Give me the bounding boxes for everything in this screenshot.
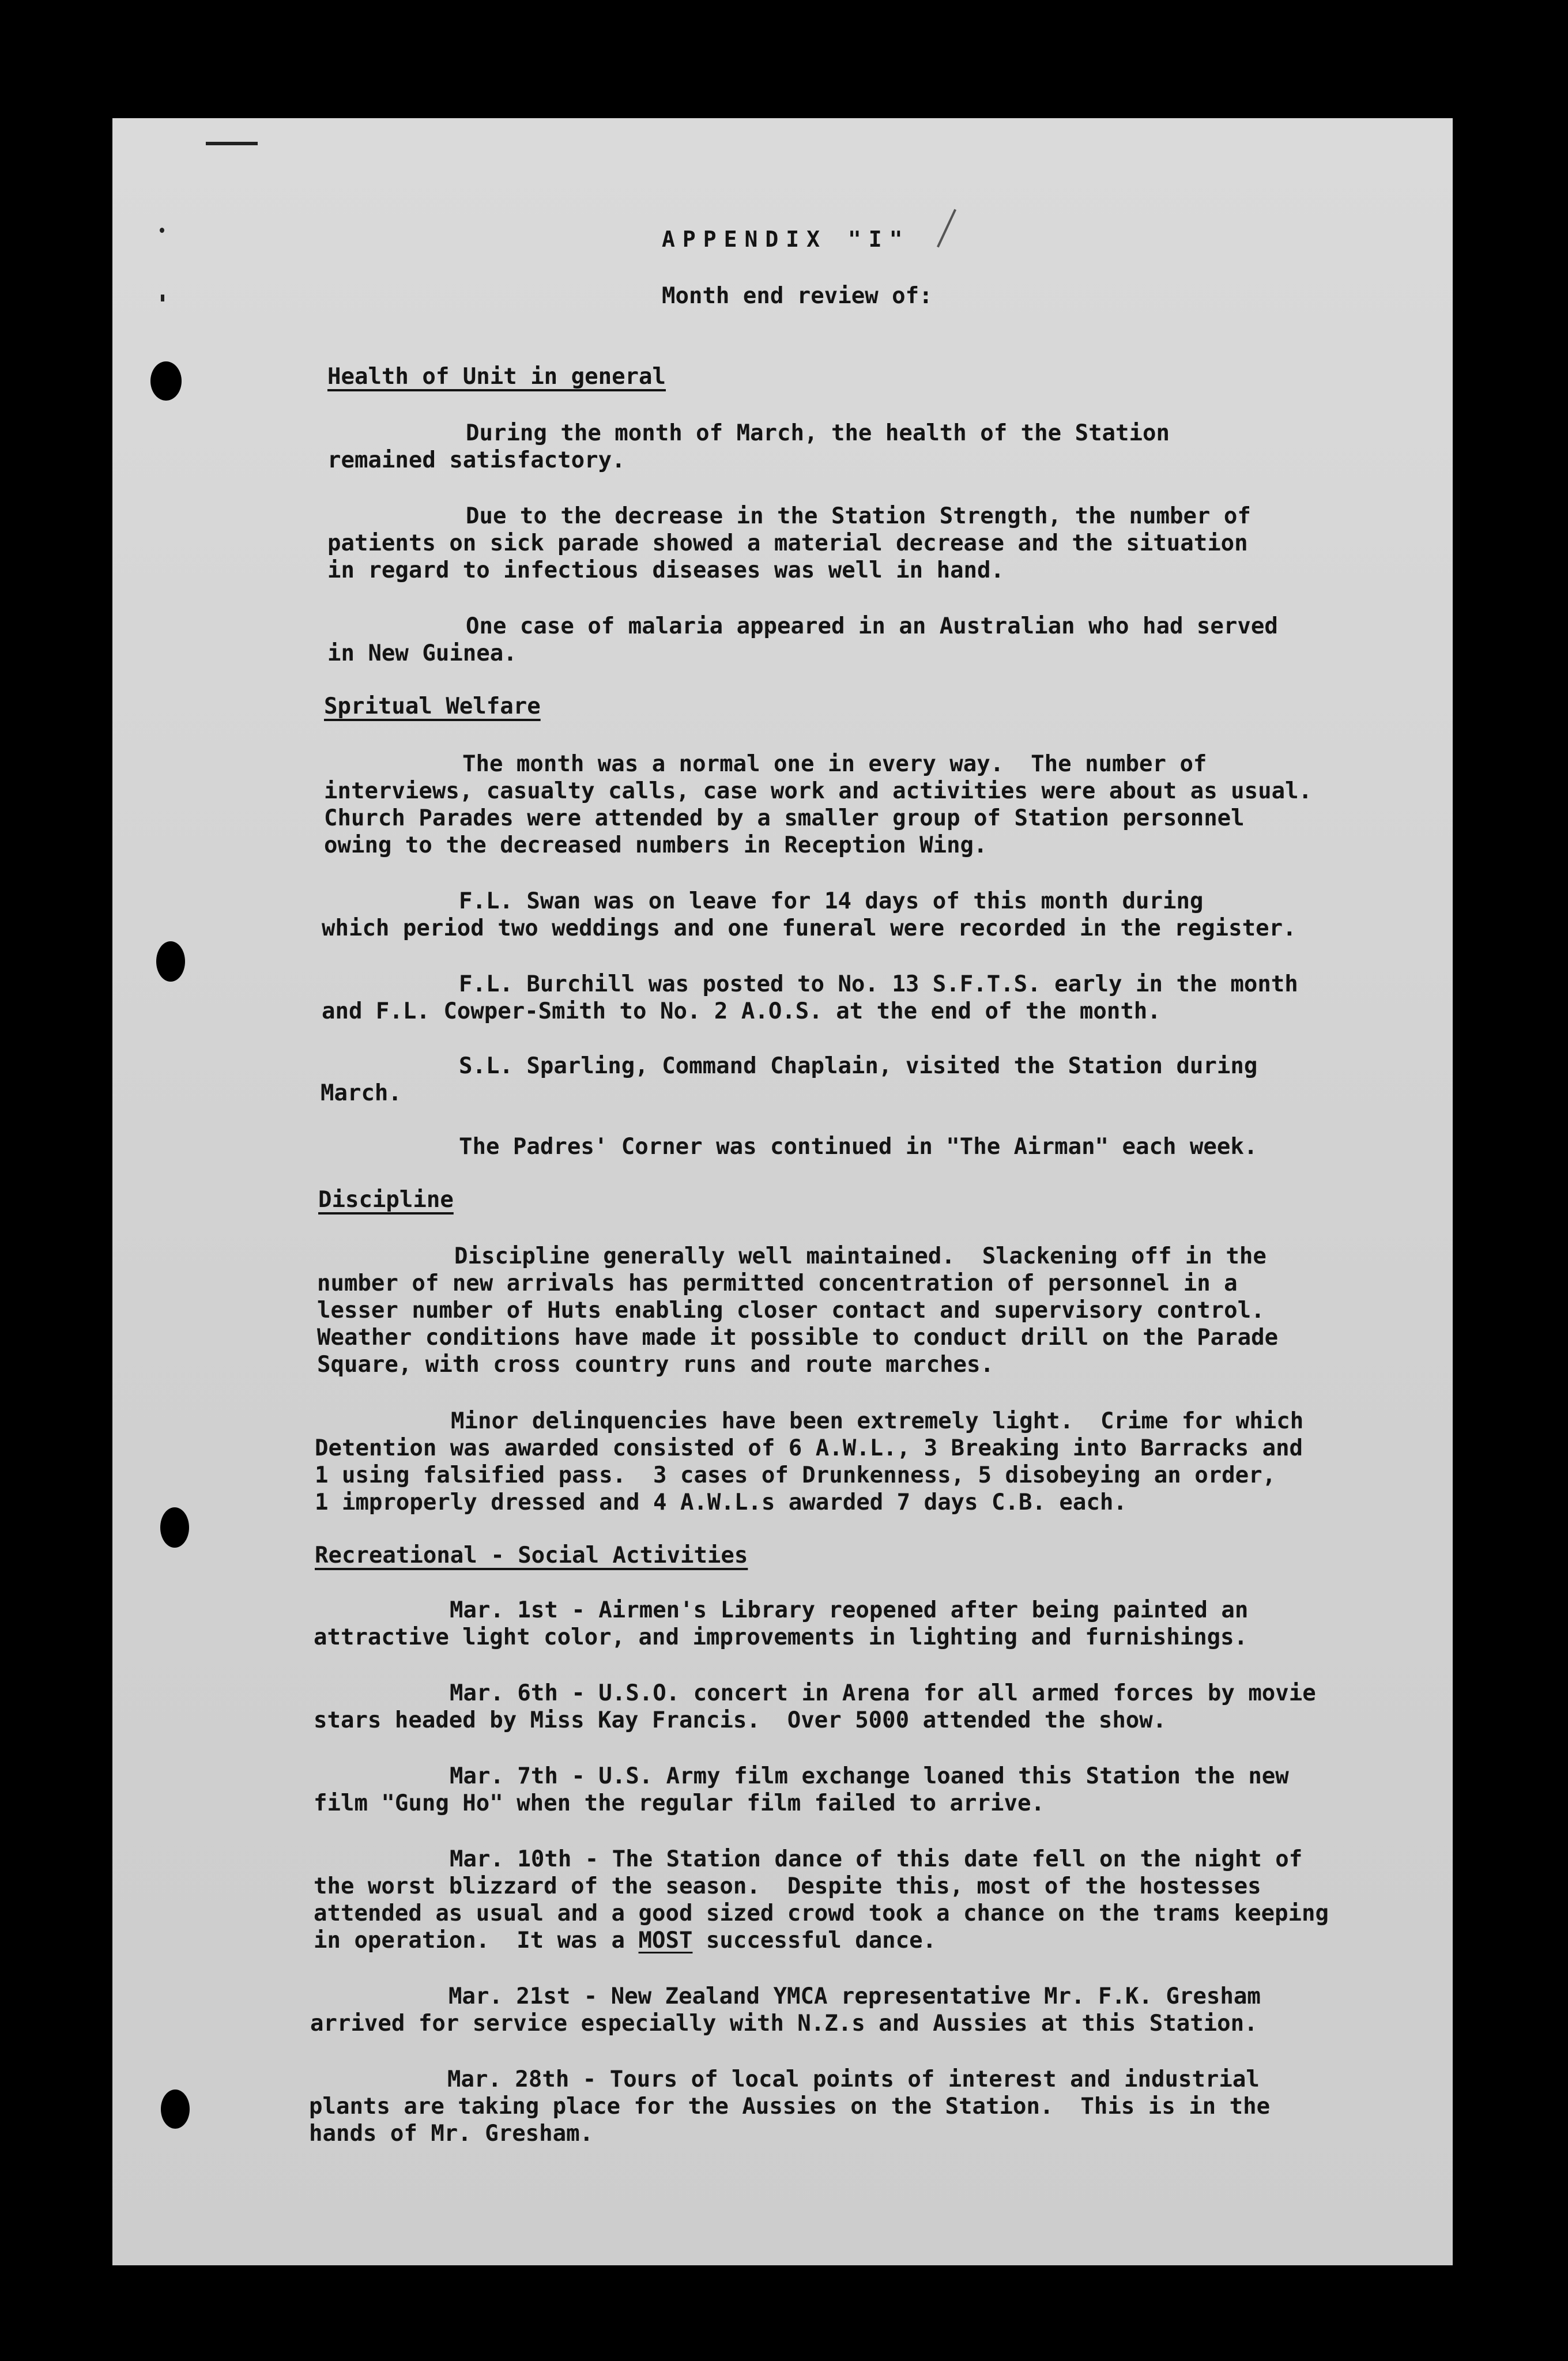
paragraph-line: stars headed by Miss Kay Francis. Over 5000 attended the show. <box>314 1707 1167 1733</box>
paragraph-line: One case of malaria appeared in an Australian who had served <box>466 613 1278 639</box>
paragraph-line: interviews, casualty calls, case work and activities were about as usual. <box>324 778 1313 804</box>
paragraph-line: attractive light color, and improvements in lighting and furnishings. <box>314 1624 1248 1650</box>
paragraph-line: During the month of March, the health of the Station <box>466 420 1170 446</box>
paragraph-line: in New Guinea. <box>327 640 517 666</box>
paragraph-line: 1 improperly dressed and 4 A.W.L.s awarded 7 days C.B. each. <box>315 1489 1127 1515</box>
speck <box>160 228 164 233</box>
paragraph-line: The Padres' Corner was continued in "The Airman" each week. <box>459 1134 1258 1160</box>
paragraph-line: the worst blizzard of the season. Despite this, most of the hostesses <box>314 1873 1261 1899</box>
paragraph-line: S.L. Sparling, Command Chaplain, visited the Station during <box>459 1053 1258 1079</box>
text-run: successful dance. <box>692 1928 937 1953</box>
paragraph-line: lesser number of Huts enabling closer contact and supervisory control. <box>317 1298 1265 1323</box>
text-run: in operation. It was a <box>314 1928 639 1953</box>
paragraph-line: Mar. 7th - U.S. Army film exchange loaned this Station the new <box>450 1763 1289 1789</box>
document-subtitle: Month end review of: <box>662 283 933 309</box>
emphasized-word: MOST <box>638 1928 693 1953</box>
paragraph-line: Due to the decrease in the Station Strength, the number of <box>466 503 1251 529</box>
paragraph-line: which period two weddings and one funeral were recorded in the register. <box>322 915 1296 941</box>
paragraph-line: 1 using falsified pass. 3 cases of Drunkenness, 5 disobeying an order, <box>315 1462 1276 1488</box>
paragraph-line <box>314 1927 936 1954</box>
punch-hole-1 <box>150 361 182 401</box>
paragraph-line: Square, with cross country runs and route marches. <box>317 1352 994 1378</box>
section-heading-health: Health of Unit in general <box>327 364 666 390</box>
paragraph-line: remained satisfactory. <box>327 447 625 473</box>
paragraph-line: plants are taking place for the Aussies on the Station. This is in the <box>309 2094 1271 2119</box>
section-heading-spiritual: Spritual Welfare <box>324 693 541 719</box>
paragraph-line: Minor delinquencies have been extremely light. Crime for which <box>451 1408 1304 1434</box>
paragraph-line: film "Gung Ho" when the regular film failed to arrive. <box>314 1790 1045 1816</box>
paragraph-line: arrived for service especially with N.Z.s and Aussies at this Station. <box>310 2011 1258 2036</box>
paragraph-line: March. <box>321 1080 402 1106</box>
paragraph-line: Mar. 28th - Tours of local points of interest and industrial <box>447 2066 1260 2092</box>
paragraph-line: number of new arrivals has permitted concentration of personnel in a <box>317 1270 1238 1296</box>
paragraph-line: patients on sick parade showed a material decrease and the situation <box>327 530 1248 556</box>
paragraph-line: Weather conditions have made it possible to conduct drill on the Parade <box>317 1325 1279 1351</box>
paragraph-line: Discipline generally well maintained. Slackening off in the <box>454 1243 1267 1269</box>
punch-hole-3 <box>160 1507 189 1548</box>
section-heading-discipline: Discipline <box>318 1187 454 1213</box>
paragraph-line: F.L. Swan was on leave for 14 days of this month during <box>459 888 1204 914</box>
paragraph-line: Mar. 10th - The Station dance of this date fell on the night of <box>450 1846 1303 1872</box>
paragraph-line: Mar. 21st - New Zealand YMCA representative Mr. F.K. Gresham <box>448 1983 1261 2009</box>
punch-hole-2 <box>156 941 185 982</box>
paragraph-line: Mar. 1st - Airmen's Library reopened after being painted an <box>450 1597 1249 1623</box>
paragraph-line: owing to the decreased numbers in Reception Wing. <box>324 832 987 858</box>
paragraph-line: and F.L. Cowper-Smith to No. 2 A.O.S. at the end of the month. <box>322 998 1161 1024</box>
top-mark <box>206 142 258 145</box>
paragraph-line: F.L. Burchill was posted to No. 13 S.F.T.S. early in the month <box>459 971 1298 997</box>
paragraph-line: attended as usual and a good sized crowd took a chance on the trams keeping <box>314 1900 1329 1926</box>
punch-hole-4 <box>161 2090 190 2129</box>
paragraph-line: Church Parades were attended by a smaller group of Station personnel <box>324 805 1245 831</box>
paragraph-line: Detention was awarded consisted of 6 A.W.L., 3 Breaking into Barracks and <box>315 1435 1303 1461</box>
section-heading-recreational: Recreational - Social Activities <box>315 1542 748 1568</box>
pen-mark <box>937 209 956 248</box>
document-title: APPENDIX "I" <box>662 227 910 252</box>
paragraph-line: hands of Mr. Gresham. <box>309 2121 594 2147</box>
paragraph-line: The month was a normal one in every way. The number of <box>462 751 1207 777</box>
paragraph-line: in regard to infectious diseases was well in hand. <box>327 557 1004 583</box>
paragraph-line: Mar. 6th - U.S.O. concert in Arena for all armed forces by movie <box>450 1680 1316 1706</box>
speck <box>161 295 164 301</box>
